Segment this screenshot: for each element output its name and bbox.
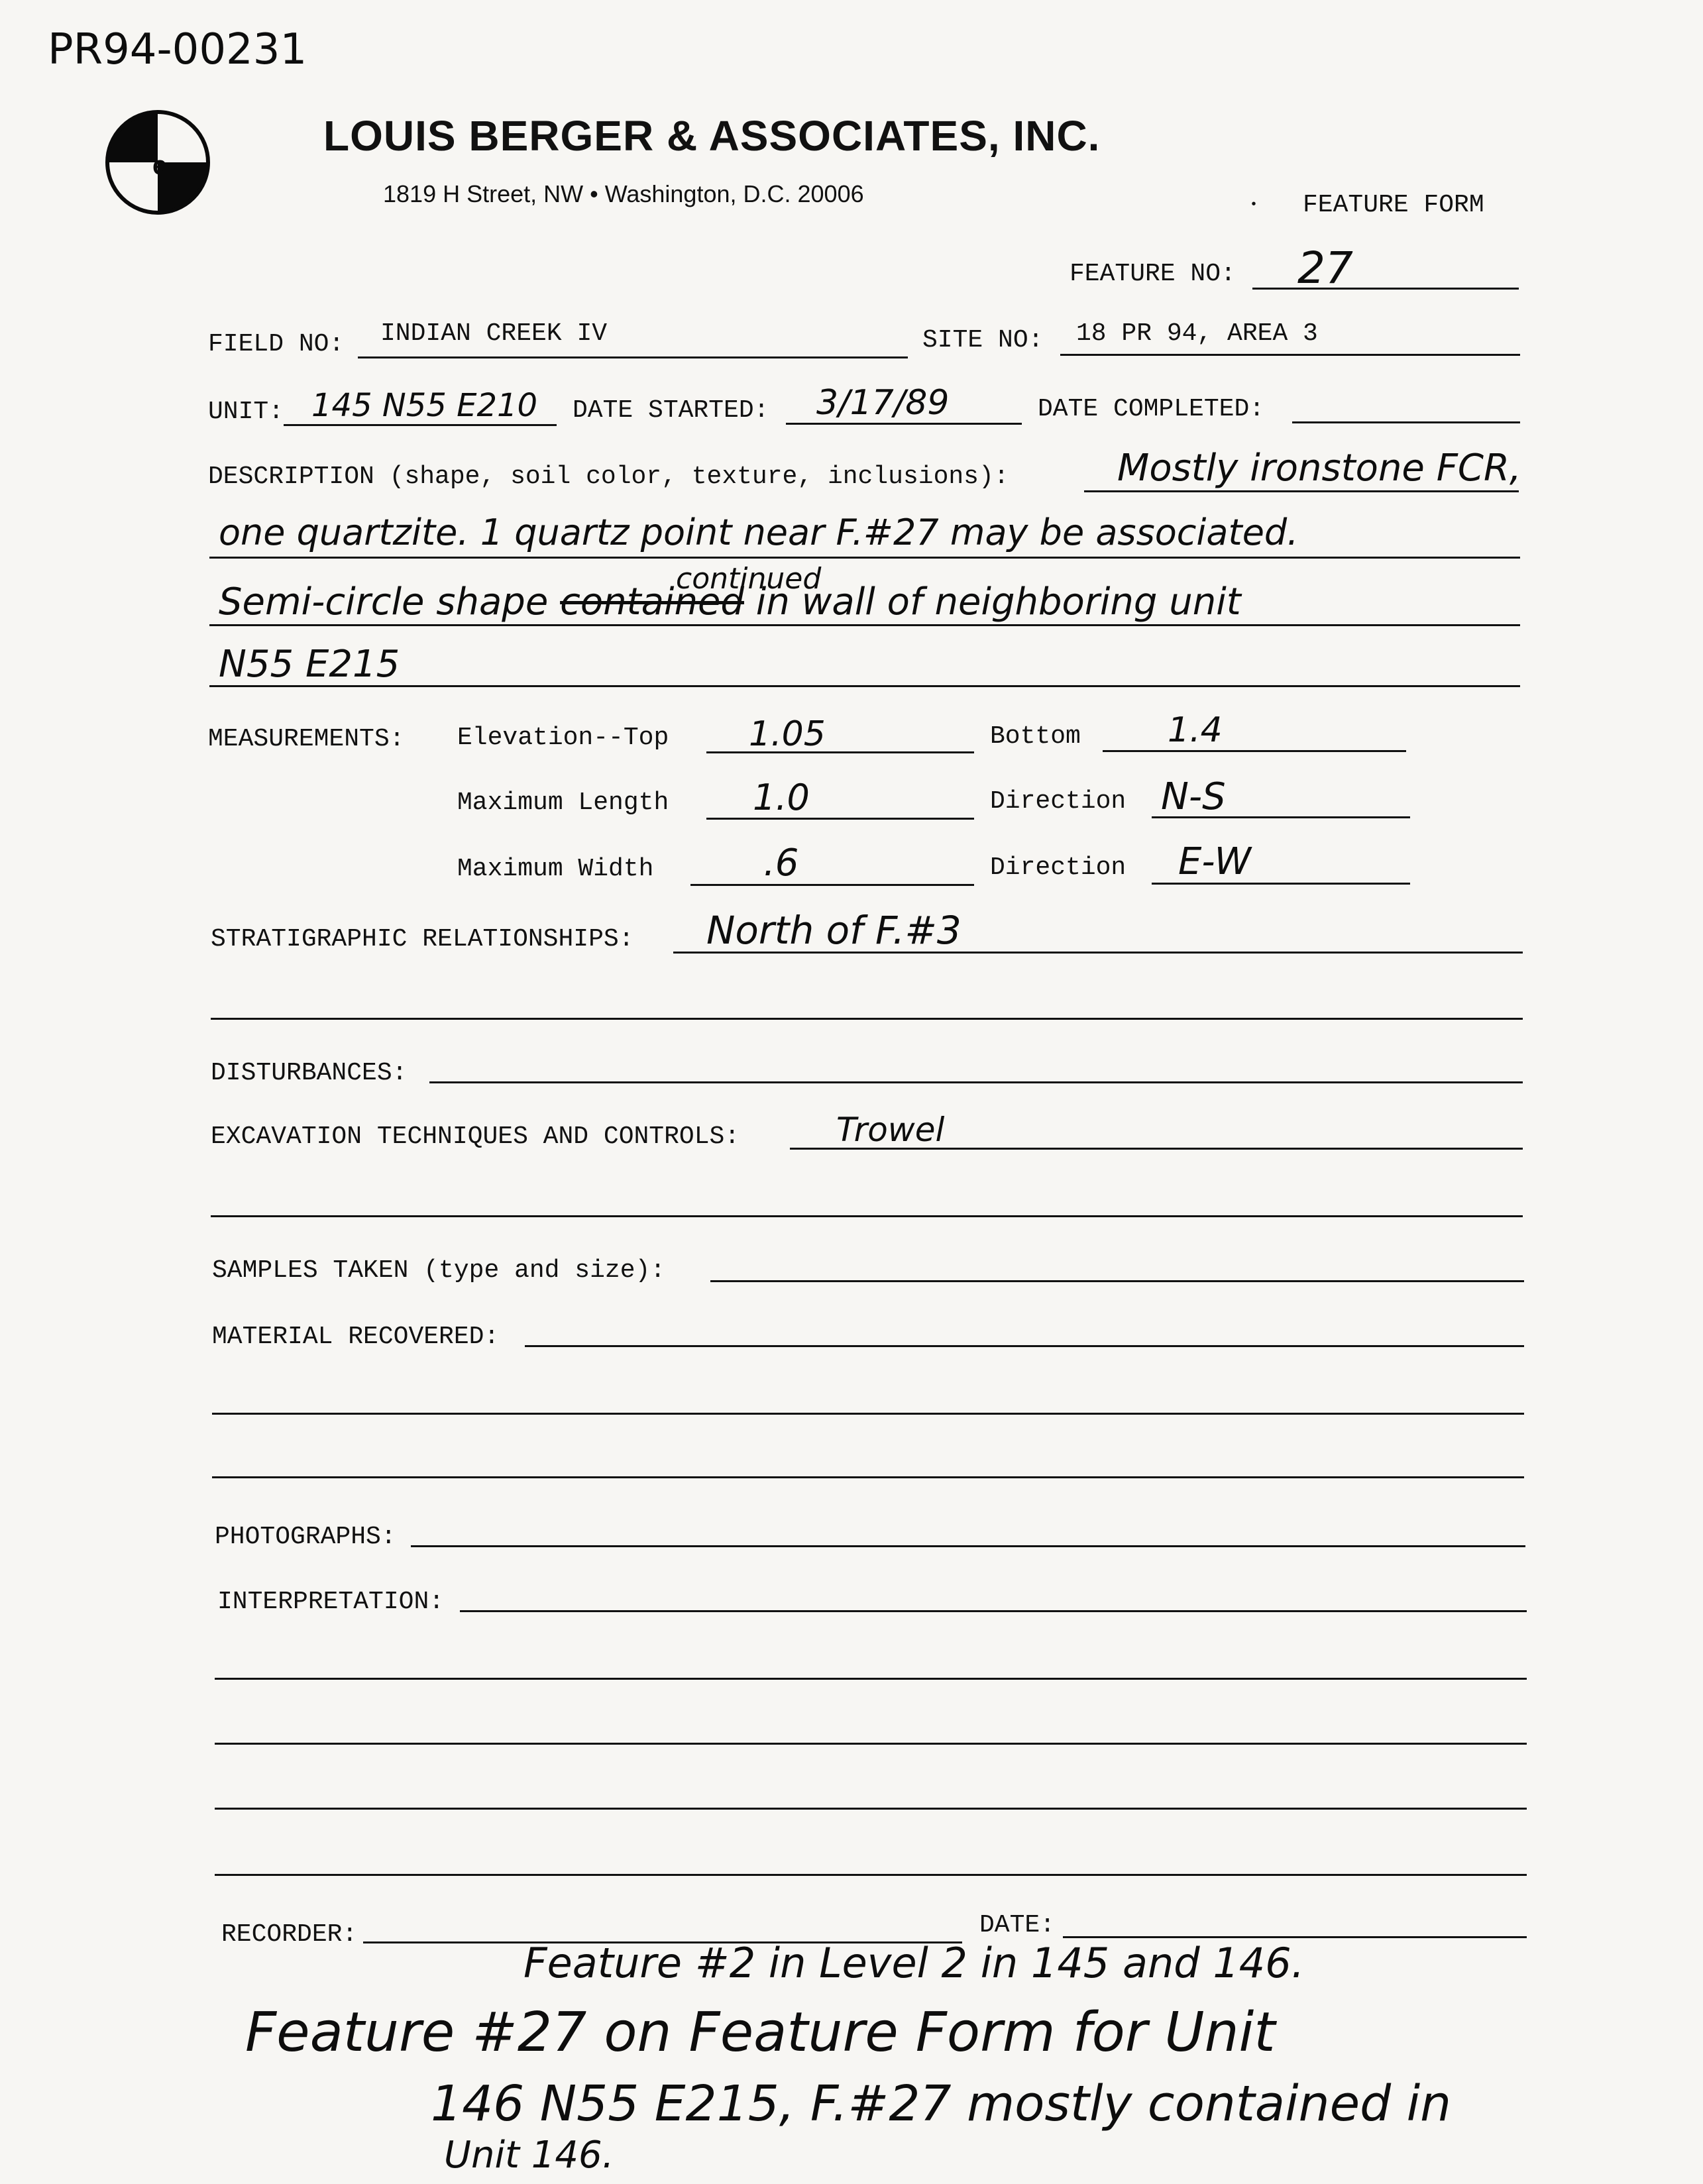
interpretation-line-5	[215, 1874, 1527, 1876]
photographs-label: PHOTOGRAPHS:	[215, 1523, 396, 1551]
date-started-line	[786, 423, 1022, 425]
note-line-1: Feature #2 in Level 2 in 145 and 146.	[523, 1939, 1305, 1987]
description-insert: continued	[676, 562, 822, 596]
description-label: DESCRIPTION (shape, soil color, texture, inclusions):	[208, 463, 1009, 491]
description-text-3b: in wall of neighboring unit	[755, 580, 1241, 624]
feature-no-line	[1252, 288, 1519, 290]
interpretation-line-2	[215, 1678, 1527, 1680]
company-name: LOUIS BERGER & ASSOCIATES, INC.	[323, 112, 1101, 160]
material-line-2	[212, 1413, 1524, 1415]
unit-line	[284, 424, 557, 426]
recorder-label: RECORDER:	[221, 1920, 358, 1949]
field-no-value: INDIAN CREEK IV	[380, 319, 608, 348]
document-id: PR94-00231	[48, 25, 307, 74]
disturbances-label: DISTURBANCES:	[211, 1059, 408, 1087]
material-line-1	[525, 1345, 1524, 1347]
elevation-top-label: Elevation--Top	[457, 724, 669, 752]
note-line-3: 146 N55 E215, F.#27 mostly contained in	[431, 2075, 1452, 2132]
elevation-top-line	[706, 751, 974, 753]
interpretation-line-3	[215, 1743, 1527, 1745]
date-started-value: 3/17/89	[816, 383, 950, 423]
svg-text:e: e	[152, 151, 168, 180]
elevation-top-value: 1.05	[749, 714, 826, 754]
excavation-label: EXCAVATION TECHNIQUES AND CONTROLS:	[211, 1122, 740, 1151]
max-length-line	[706, 818, 974, 820]
material-line-3	[212, 1476, 1524, 1478]
site-no-label: SITE NO:	[922, 326, 1044, 355]
excavation-value: Trowel	[836, 1111, 945, 1149]
stratigraphic-line-2	[211, 1018, 1523, 1020]
measurements-label: MEASUREMENTS:	[208, 725, 405, 753]
note-line-4: Unit 146.	[444, 2134, 614, 2177]
interpretation-label: INTERPRETATION:	[217, 1588, 445, 1616]
date-started-label: DATE STARTED:	[573, 396, 769, 425]
description-text-1: Mostly ironstone FCR,	[1117, 447, 1521, 490]
description-text-2: one quartzite. 1 quartz point near F.#27 may be associated.	[219, 512, 1299, 553]
description-text-3a: Semi-circle shape	[219, 580, 549, 624]
site-no-value: 18 PR 94, AREA 3	[1076, 319, 1318, 348]
max-width-line	[690, 884, 974, 886]
samples-label: SAMPLES TAKEN (type and size):	[212, 1256, 666, 1285]
description-line-1	[1084, 490, 1519, 492]
direction-2-value: E-W	[1178, 840, 1251, 883]
date-label: DATE:	[979, 1911, 1056, 1939]
material-label: MATERIAL RECOVERED:	[212, 1323, 500, 1351]
company-address: 1819 H Street, NW • Washington, D.C. 20006	[383, 180, 864, 207]
company-logo	[105, 109, 211, 219]
direction-2-label: Direction	[990, 853, 1126, 882]
note-line-2: Feature #27 on Feature Form for Unit	[245, 2001, 1276, 2064]
feature-no-value: 27	[1297, 243, 1353, 294]
field-no-line	[358, 356, 908, 358]
site-no-line	[1060, 354, 1520, 356]
date-completed-label: DATE COMPLETED:	[1038, 395, 1265, 423]
description-struck-word: contained	[560, 580, 744, 624]
description-line-3	[209, 624, 1520, 626]
photographs-line	[411, 1545, 1525, 1547]
bottom-label: Bottom	[990, 722, 1081, 751]
max-width-value: .6	[763, 842, 799, 885]
date-line	[1063, 1936, 1527, 1938]
max-width-label: Maximum Width	[457, 855, 654, 883]
disturbances-line	[429, 1081, 1523, 1083]
max-length-label: Maximum Length	[457, 789, 669, 817]
interpretation-line-1	[460, 1610, 1527, 1612]
interpretation-line-4	[215, 1808, 1527, 1810]
stratigraphic-value: North of F.#3	[706, 908, 961, 953]
max-length-value: 1.0	[753, 777, 810, 818]
feature-no-label: FEATURE NO:	[1070, 260, 1236, 288]
form-title: FEATURE FORM	[1303, 191, 1484, 219]
description-text-4: N55 E215	[219, 643, 400, 686]
date-completed-line	[1292, 421, 1520, 423]
direction-1-value: N-S	[1161, 775, 1226, 818]
bottom-line	[1103, 750, 1406, 752]
direction-1-label: Direction	[990, 787, 1126, 816]
field-no-label: FIELD NO:	[208, 330, 345, 358]
samples-line	[710, 1280, 1524, 1282]
stratigraphic-label: STRATIGRAPHIC RELATIONSHIPS:	[211, 925, 634, 954]
unit-label: UNIT:	[208, 398, 284, 426]
description-line-4	[209, 685, 1520, 687]
bullet-dot: •	[1250, 197, 1258, 213]
description-text-3	[219, 580, 1241, 624]
unit-value: 145 N55 E210	[311, 387, 538, 424]
bottom-value: 1.4	[1168, 710, 1223, 750]
description-line-2	[209, 557, 1520, 559]
excavation-line-2	[211, 1215, 1523, 1217]
